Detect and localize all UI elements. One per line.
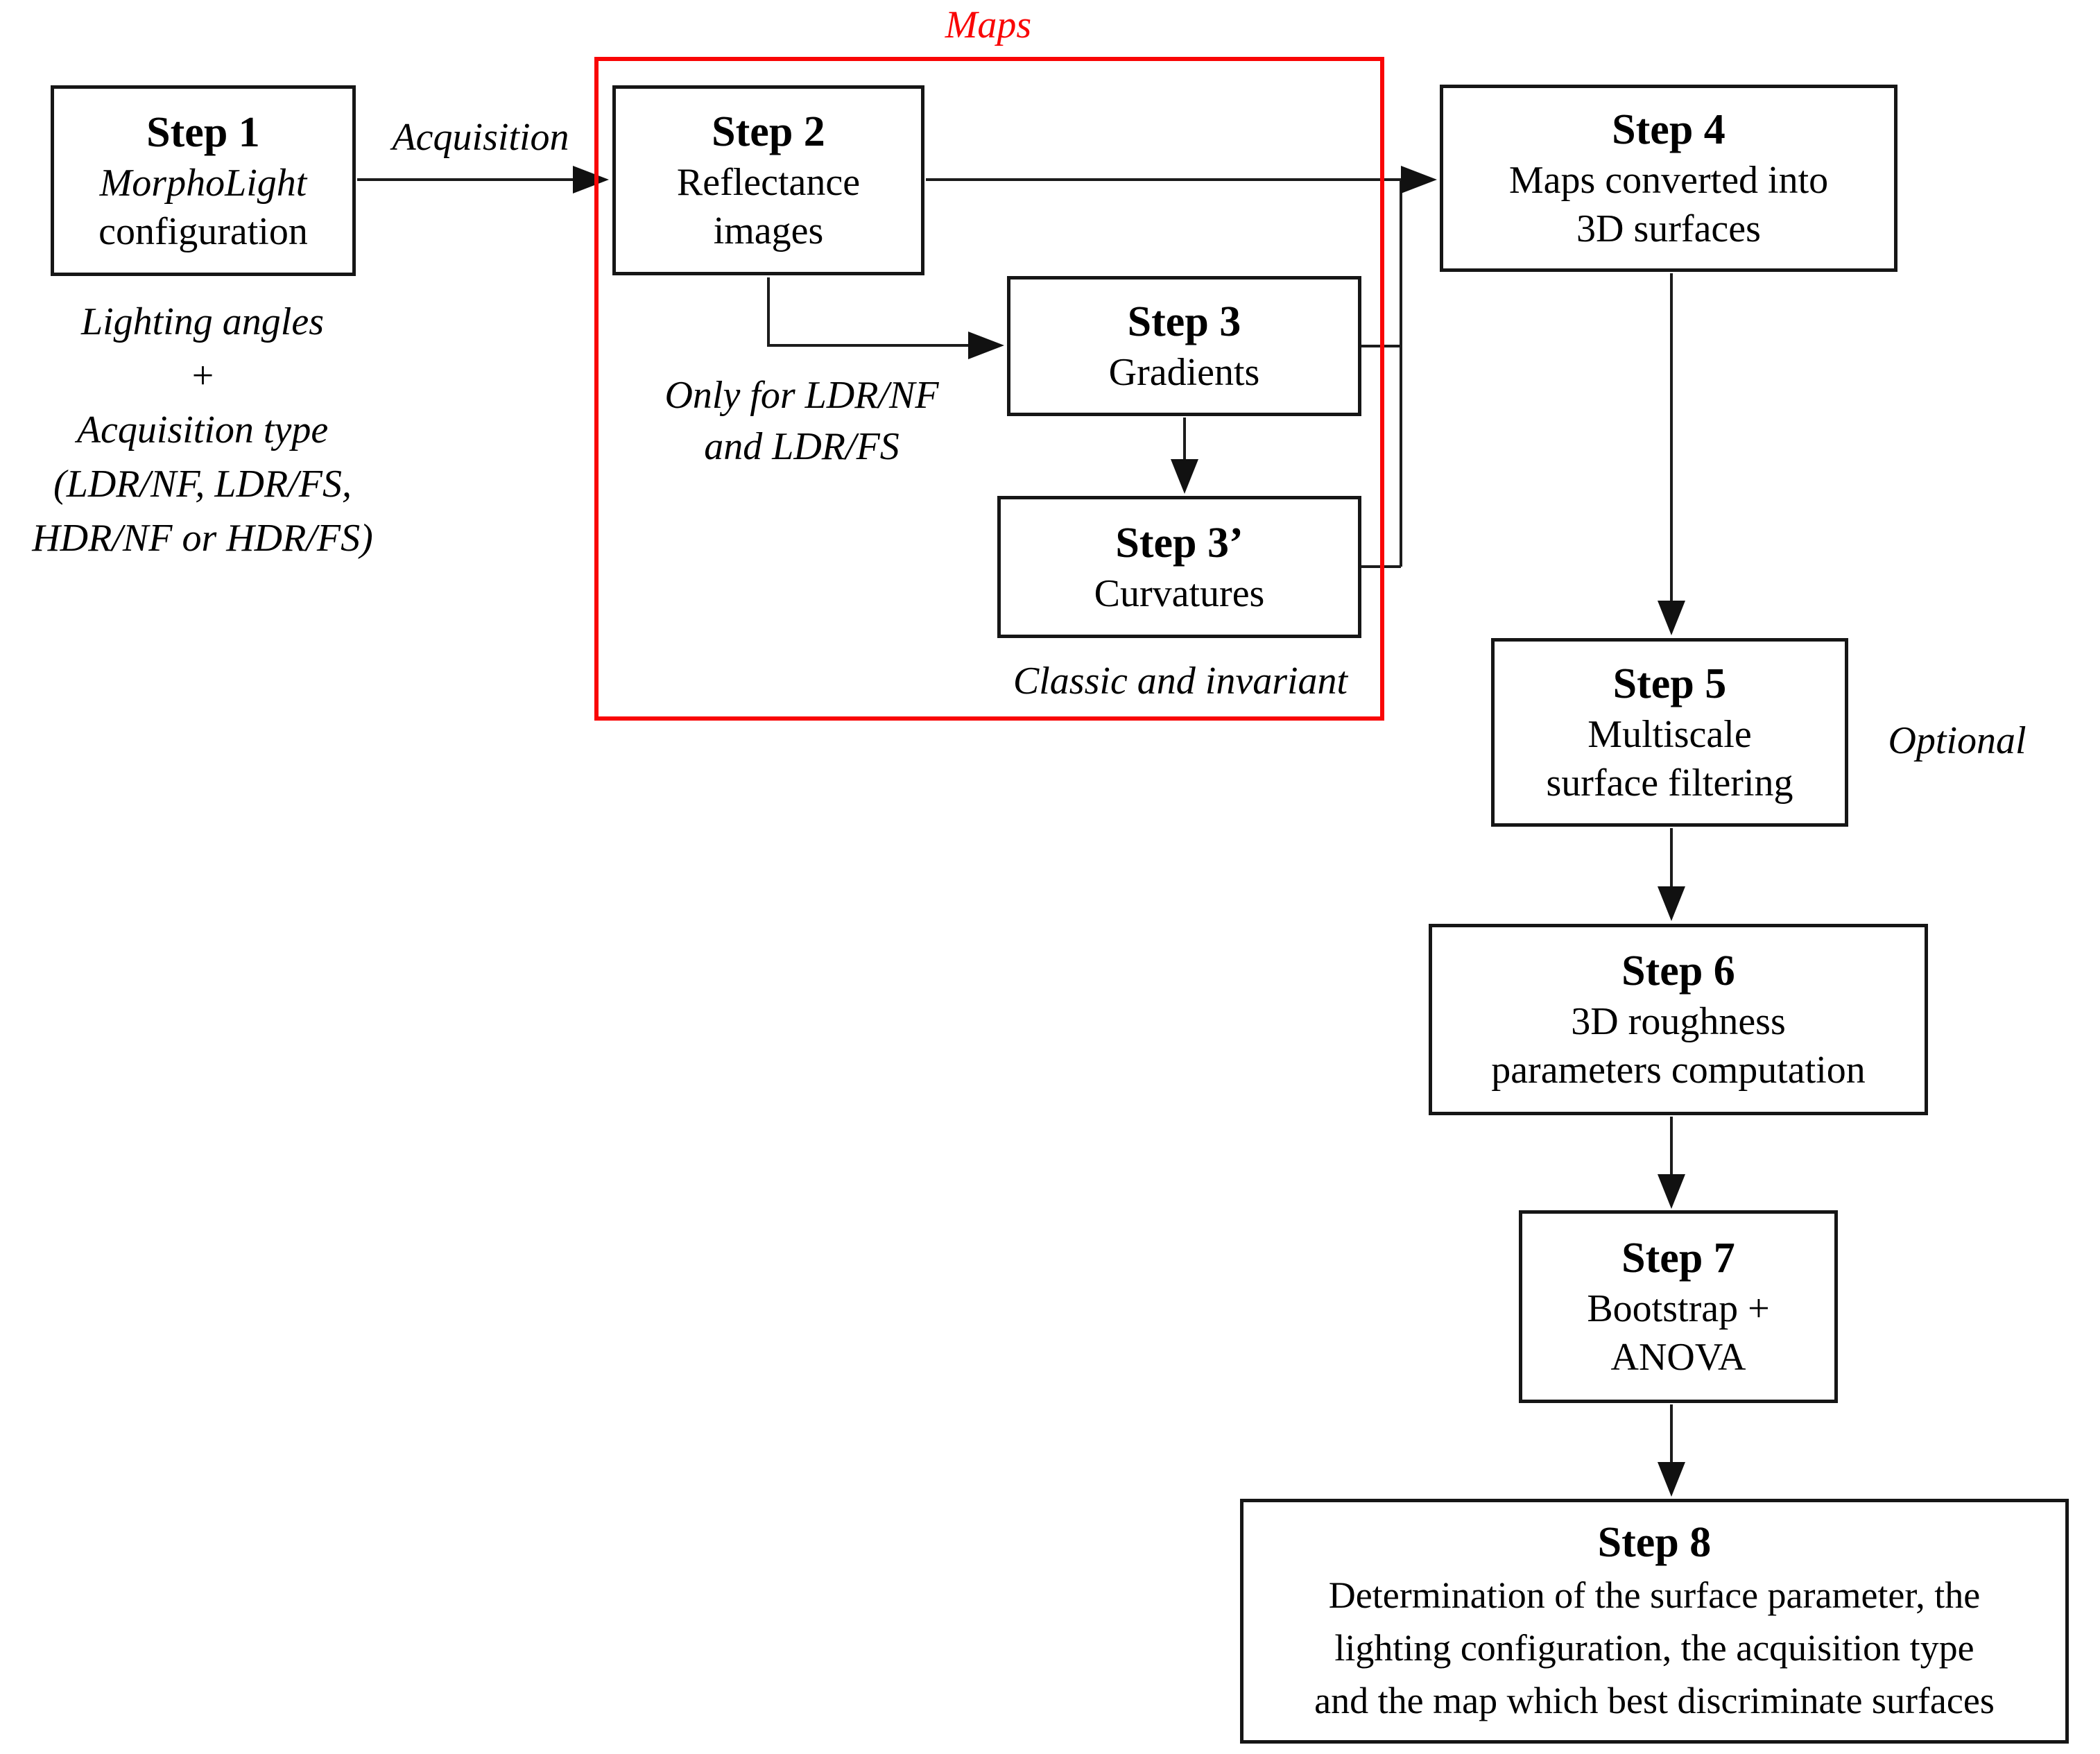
- step1-box: [51, 85, 356, 276]
- step4-title: Step 4: [1612, 106, 1725, 153]
- step1-annotation-line-3: Acquisition type: [76, 409, 329, 452]
- step7-line-1: Bootstrap +: [1587, 1287, 1770, 1330]
- step7-title: Step 7: [1621, 1235, 1735, 1282]
- optional-label: Optional: [1888, 719, 2026, 762]
- only-for-label-line-2: and LDR/FS: [704, 425, 900, 468]
- step1-title: Step 1: [146, 108, 260, 156]
- step6-box: [1429, 924, 1928, 1115]
- step5-box: [1491, 638, 1848, 827]
- only-for-label-line-1: Only for LDR/NF: [664, 374, 939, 417]
- step3-box: [1007, 276, 1361, 416]
- step3-title: Step 3: [1127, 298, 1241, 345]
- step2-box: [612, 85, 924, 275]
- arrowhead-into-step7: [1658, 1174, 1685, 1209]
- step3p-title: Step 3’: [1115, 519, 1243, 567]
- step8-line-3: and the map which best discriminate surfaces: [1314, 1679, 1995, 1721]
- maps-label: Maps: [945, 3, 1032, 46]
- arrowhead-into-step5: [1658, 601, 1685, 635]
- step7-box: [1519, 1210, 1838, 1403]
- step4-box: [1440, 85, 1897, 272]
- step7-line-2: ANOVA: [1610, 1336, 1746, 1379]
- step8-box: [1240, 1499, 2069, 1744]
- step1-line-2: configuration: [98, 209, 308, 253]
- step1-annotation-line-1: Lighting angles: [80, 300, 325, 343]
- step1-annotation-line-4: (LDR/NF, LDR/FS,: [53, 463, 352, 506]
- step3p-box: [997, 496, 1361, 638]
- step6-title: Step 6: [1621, 947, 1735, 995]
- arrowhead-into-step8: [1658, 1462, 1685, 1497]
- classic-invariant-label: Classic and invariant: [1013, 660, 1348, 703]
- only-for-label: [664, 370, 938, 472]
- arrowhead-into-step4: [1401, 166, 1437, 194]
- acquisition-label: Acquisition: [392, 116, 569, 159]
- step2-title: Step 2: [712, 108, 825, 155]
- step5-line-1: Multiscale: [1587, 713, 1752, 756]
- step1-annotation-line-2: +: [189, 354, 216, 397]
- step8-title: Step 8: [1597, 1518, 1712, 1566]
- step2-line-1: Reflectance: [676, 161, 861, 204]
- step1-annotation-line-5: HDR/NF or HDR/FS): [32, 517, 373, 560]
- step6-line-2: parameters computation: [1491, 1049, 1866, 1092]
- step8-line-1: Determination of the surface parameter, the: [1328, 1574, 1981, 1616]
- step1-annotation: [32, 295, 373, 565]
- step4-line-2: 3D surfaces: [1576, 207, 1761, 250]
- step6-line-1: 3D roughness: [1571, 1000, 1786, 1043]
- step5-line-2: surface filtering: [1546, 762, 1793, 805]
- step4-line-1: Maps converted into: [1508, 159, 1829, 202]
- step2-line-2: images: [713, 209, 824, 252]
- step5-title: Step 5: [1612, 660, 1727, 707]
- arrowhead-into-step6: [1658, 886, 1685, 921]
- step3-line-1: Gradients: [1108, 351, 1260, 394]
- step3p-line-1: Curvatures: [1094, 571, 1265, 615]
- step1-line-1: MorphoLight: [99, 161, 307, 205]
- step8-line-2: lighting configuration, the acquisition type: [1334, 1626, 1974, 1669]
